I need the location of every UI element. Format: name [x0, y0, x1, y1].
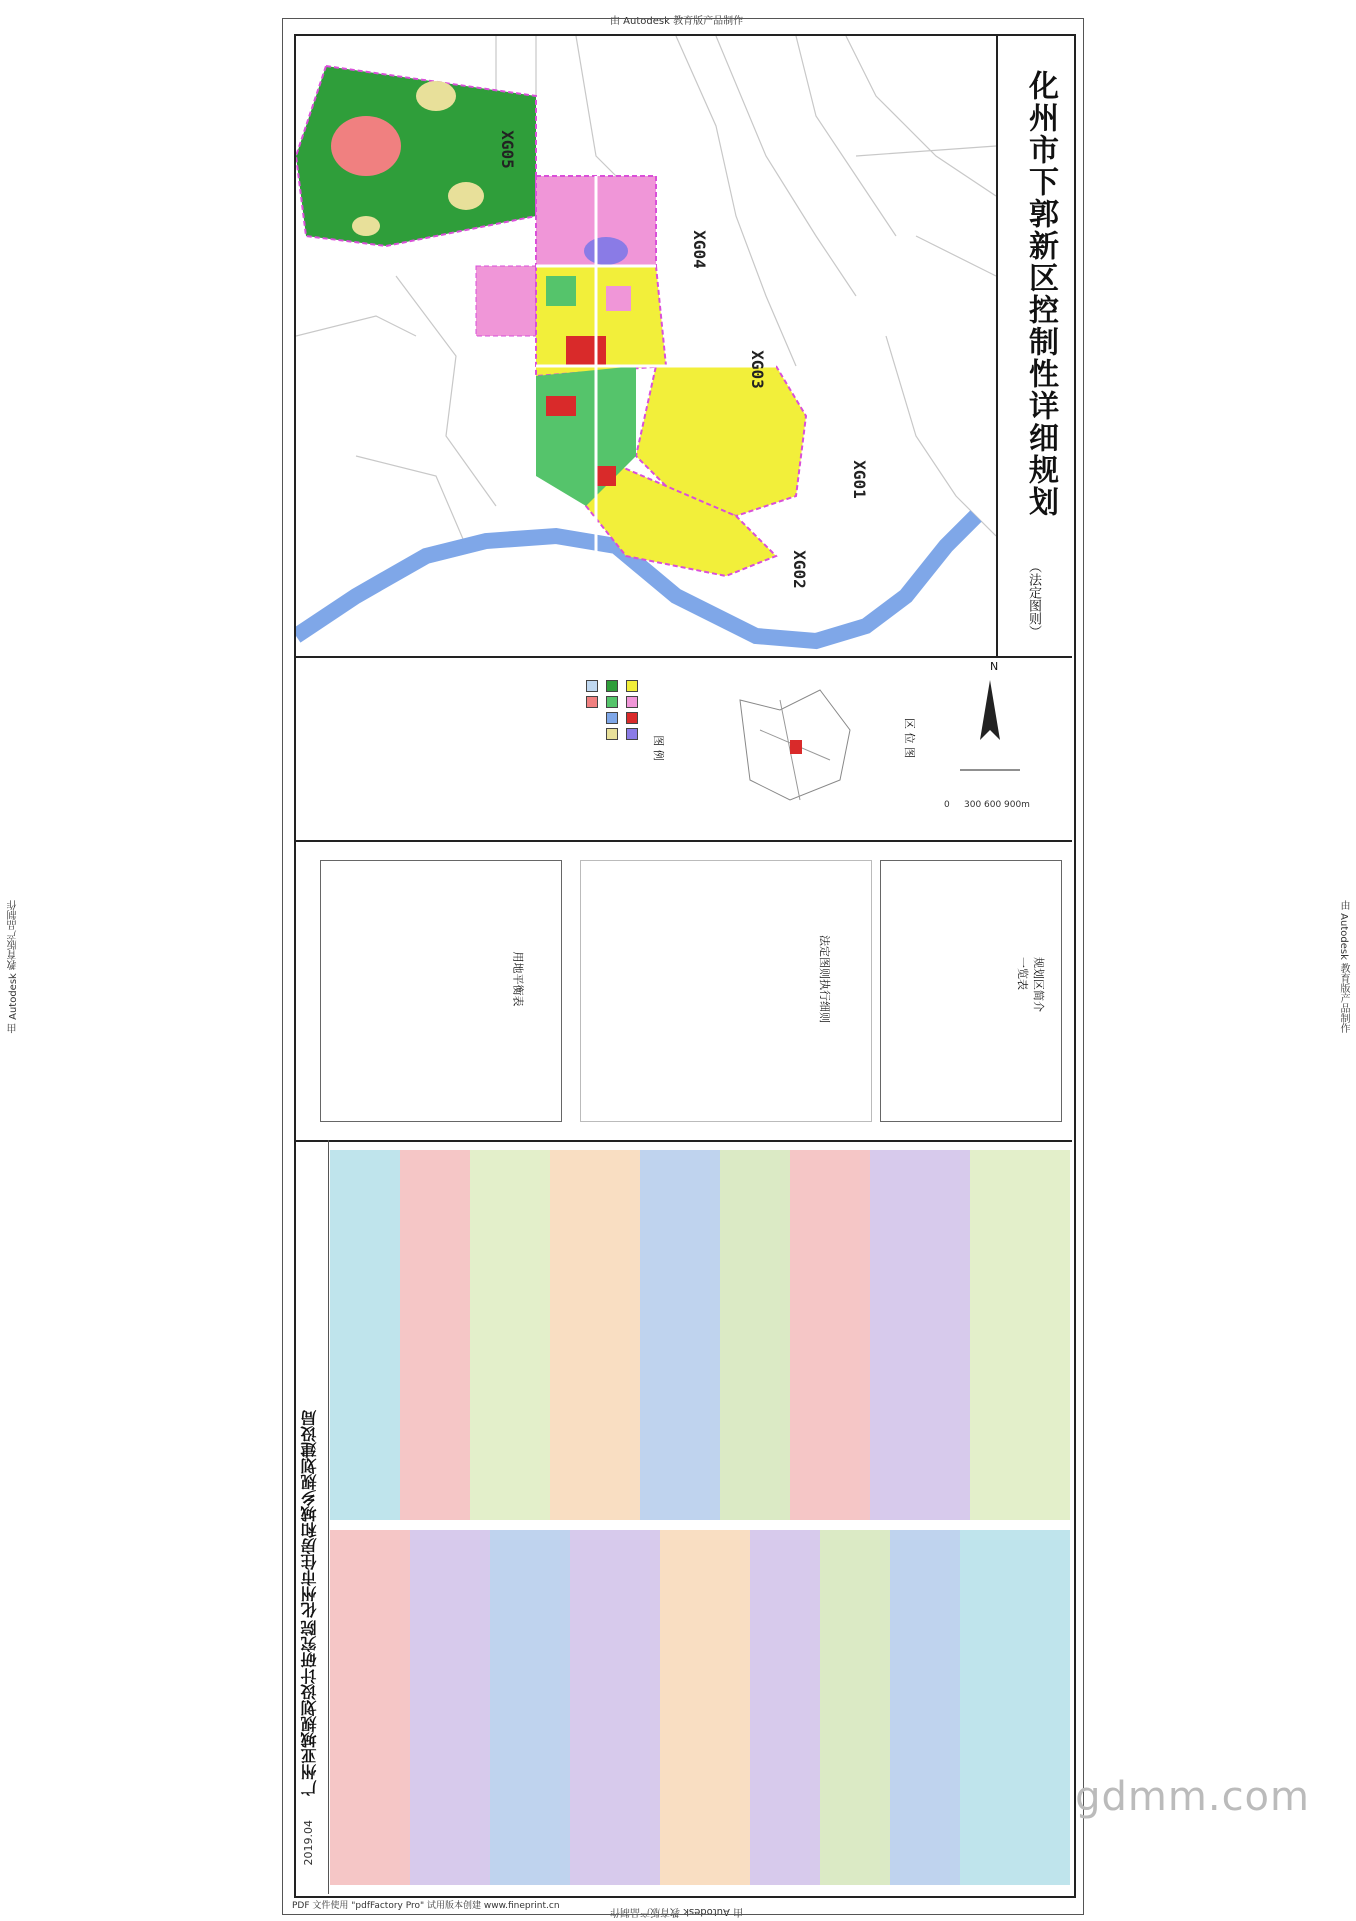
site-watermark: gdmm.com [1075, 1774, 1310, 1820]
zone-label-xg04: XG04 [689, 230, 709, 269]
land-table-title: 用地平衡表 [511, 951, 525, 1007]
scale-tick-1: 300 [964, 800, 982, 810]
summary-table [880, 860, 1062, 1122]
land-use-map [296, 36, 996, 656]
location-title: 区 位 图 [903, 718, 916, 758]
location-map [720, 670, 870, 820]
zone-label-xg01: XG01 [849, 460, 869, 499]
map-subtitle: （法定图则） [1026, 560, 1041, 638]
control-table-lower [330, 1530, 1070, 1885]
divider [294, 656, 1072, 658]
zone-label-xg02: XG02 [789, 550, 809, 589]
watermark-bottom: 由 Autodesk 教育版产品制作 [610, 1906, 744, 1917]
regulations-title: 法定图则执行细则 [818, 935, 831, 1023]
client-name: 化州市住房和城乡规划建设局 [300, 1410, 319, 1618]
divider [294, 1140, 1072, 1142]
land-balance-table [320, 860, 562, 1122]
scale-tick-2: 600 [984, 800, 1002, 810]
plan-date: 2019.04 [302, 1820, 315, 1866]
zone-label-xg03: XG03 [747, 350, 767, 389]
scale-tick-0: 0 [944, 800, 950, 810]
regulations-text [580, 860, 872, 1122]
scale-tick-3: 900m [1004, 800, 1030, 810]
map-title: 化州市下郭新区控制性详细规划 [1023, 70, 1058, 518]
north-arrow [940, 670, 1040, 800]
zone-patch [331, 116, 401, 176]
watermark-left: 由 Autodesk 教育版产品制作 [8, 900, 19, 1034]
zone-label-xg05: XG05 [497, 130, 517, 169]
watermark-top: 由 Autodesk 教育版产品制作 [610, 16, 744, 27]
control-table-upper [330, 1150, 1070, 1520]
divider [294, 840, 1072, 842]
designer-name: 广州亚城规划设计研究院 [300, 1620, 319, 1796]
north-label: N [990, 660, 999, 673]
legend-title: 图 例 [651, 735, 665, 761]
watermark-right: 由 Autodesk 教育版产品制作 [1338, 900, 1349, 1034]
summary-title: 规划区简介一览表 [1016, 957, 1045, 1012]
legend-panel [296, 660, 696, 830]
pdf-note: PDF 文件使用 "pdfFactory Pro" 试用版本创建 www.fineprint.cn [292, 1901, 560, 1911]
